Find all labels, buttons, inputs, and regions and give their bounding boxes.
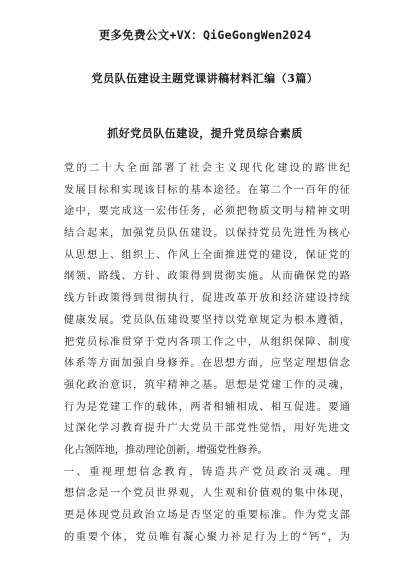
- text-line: 途中，要完成这一宏伟任务，必须把物质文明与精神文明: [64, 206, 350, 218]
- text-line: 更是体现党员政治立场是否坚定的重要标准。作为党支部: [64, 510, 350, 521]
- text-line: 化占领阵地，推动理论创新，增强党性修养。: [64, 444, 268, 456]
- text-line: 的重要个体，党员唯有凝心聚力补足行为上的“钙”，为: [64, 531, 350, 543]
- text-line: 过深化学习教育提升广大党员干部党性觉悟，用好先进文: [64, 423, 350, 435]
- text-line: 结合起来，加强党员队伍建设。以保持党员先进性为核心: [64, 228, 350, 240]
- text-line: 健康发展。党员队伍建设要坚持以党章规定为根本遵循，: [64, 314, 350, 326]
- text-line: 线方针政策得到贯彻执行，促进改革开放和经济建设持续: [64, 293, 350, 305]
- promo-header: 更多免费公文+VX：QiGeGongWen2024: [98, 28, 312, 42]
- text-line: 行为是党建工作的载体，两者相辅相成、相互促进。要通: [64, 401, 350, 413]
- text-line: 强化政治意识，筑牢精神之基。思想是党建工作的灵魂，: [64, 379, 350, 391]
- text-line: 一、重视理想信念教育，铸造共产党员政治灵魂。理: [64, 466, 350, 478]
- text-line: 发展目标和实现该目标的基本途径。在第二个一百年的征: [64, 184, 350, 196]
- document-title: 党员队伍建设主题党课讲稿材料汇编（3篇）: [91, 72, 319, 85]
- text-line: 从思想上、组织上、作风上全面推进党的建设，保证党的: [64, 249, 350, 261]
- text-line: 想信念是一个党员世界观，人生观和价值观的集中体现，: [64, 488, 350, 500]
- text-line: 党的二十大全面部署了社会主义现代化建设的路世纪: [64, 163, 350, 174]
- text-line: 把党员标准贯穿于党内各项工作之中，从组织保障、制度: [64, 336, 350, 348]
- text-line: 体系等方面加强自身修养。在思想方面，应坚定理想信念: [64, 358, 350, 370]
- text-line: 纲领、路线、方针、政策得到贯彻实施。从而确保党的路: [64, 271, 350, 283]
- section-title: 抓好党员队伍建设，提升党员综合素质: [107, 127, 303, 140]
- body-text: [64, 158, 350, 548]
